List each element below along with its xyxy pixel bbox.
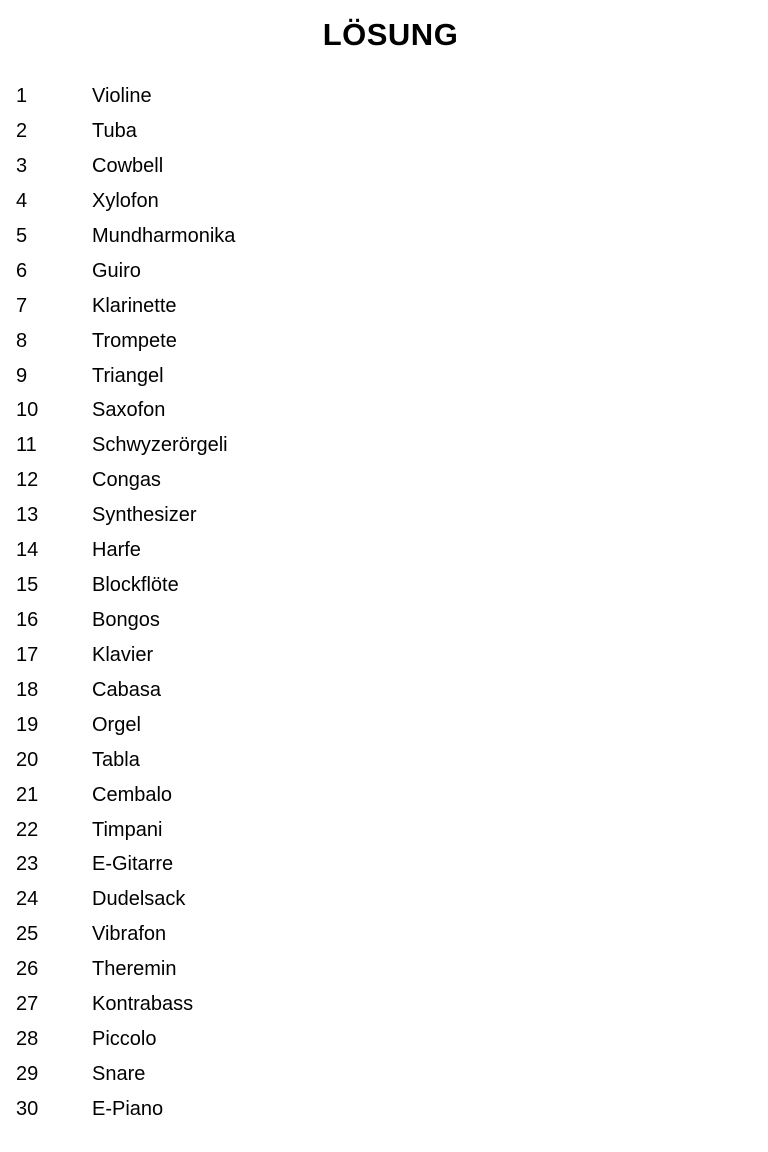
list-item [0, 289, 768, 324]
item-name: E-Gitarre [92, 853, 174, 876]
list-item [0, 638, 768, 673]
item-number: 9 [16, 364, 28, 387]
item-number: 13 [16, 504, 39, 527]
list-item [0, 882, 768, 917]
item-name: Piccolo [92, 1028, 157, 1051]
item-number: 11 [16, 434, 37, 457]
item-number: 14 [16, 539, 39, 562]
list-item [0, 498, 768, 533]
list-item [0, 463, 768, 498]
item-name: Theremin [92, 958, 177, 981]
item-number: 3 [16, 154, 28, 177]
list-item [0, 184, 768, 219]
list-item [0, 778, 768, 813]
item-number: 12 [16, 469, 39, 492]
item-number: 2 [16, 120, 28, 143]
item-name: Tabla [92, 748, 140, 771]
item-name: Klavier [92, 643, 154, 666]
item-number: 28 [16, 1028, 39, 1051]
item-name: Cowbell [92, 154, 164, 177]
list-item [0, 254, 768, 289]
item-number: 7 [16, 294, 28, 317]
item-name: Cembalo [92, 783, 173, 806]
item-name: Guiro [92, 259, 141, 282]
item-name: E-Piano [92, 1097, 164, 1120]
list-item [0, 847, 768, 882]
item-number: 10 [16, 399, 39, 422]
item-name: Xylofon [92, 189, 159, 212]
item-number: 21 [16, 783, 39, 806]
item-name: Dudelsack [92, 888, 186, 911]
item-name: Bongos [92, 608, 160, 631]
list-item [0, 533, 768, 568]
item-number: 5 [16, 224, 28, 247]
list-item [0, 743, 768, 778]
item-number: 8 [16, 329, 28, 352]
item-number: 1 [16, 85, 28, 108]
list-item [0, 952, 768, 987]
item-number: 4 [16, 189, 28, 212]
list-item [0, 359, 768, 394]
item-name: Trompete [92, 329, 177, 352]
list-item [0, 987, 768, 1022]
item-number: 27 [16, 993, 39, 1016]
item-number: 19 [16, 713, 39, 736]
item-name: Timpani [92, 818, 163, 841]
list-item [0, 708, 768, 743]
list-item [0, 79, 768, 114]
solution-list [0, 79, 768, 1127]
item-name: Blockflöte [92, 574, 179, 597]
list-item [0, 673, 768, 708]
item-number: 17 [16, 643, 39, 666]
item-number: 16 [16, 608, 39, 631]
item-name: Orgel [92, 713, 141, 736]
list-item [0, 917, 768, 952]
item-name: Kontrabass [92, 993, 194, 1016]
item-name: Congas [92, 469, 161, 492]
item-name: Cabasa [92, 678, 161, 701]
item-number: 26 [16, 958, 39, 981]
list-item [0, 114, 768, 149]
item-name: Klarinette [92, 294, 177, 317]
item-number: 25 [16, 923, 39, 946]
list-item [0, 428, 768, 463]
list-item [0, 603, 768, 638]
item-name: Snare [92, 1062, 146, 1085]
list-item [0, 813, 768, 848]
item-number: 20 [16, 748, 39, 771]
item-name: Vibrafon [92, 923, 167, 946]
item-name: Saxofon [92, 399, 166, 422]
item-name: Triangel [92, 364, 164, 387]
item-number: 22 [16, 818, 39, 841]
list-item [0, 1022, 768, 1057]
item-name: Tuba [92, 120, 137, 143]
item-number: 15 [16, 574, 39, 597]
item-number: 24 [16, 888, 39, 911]
item-number: 18 [16, 678, 39, 701]
item-number: 30 [16, 1097, 39, 1120]
list-item [0, 219, 768, 254]
list-item [0, 149, 768, 184]
item-number: 29 [16, 1062, 39, 1085]
item-name: Violine [92, 85, 152, 108]
item-name: Mundharmonika [92, 224, 236, 247]
list-item [0, 1057, 768, 1092]
list-item [0, 1092, 768, 1127]
item-number: 6 [16, 259, 28, 282]
list-item [0, 324, 768, 359]
item-number: 23 [16, 853, 39, 876]
item-name: Schwyzerörgeli [92, 434, 228, 457]
item-name: Synthesizer [92, 504, 197, 527]
page-title: LÖSUNG [322, 17, 459, 52]
list-item [0, 568, 768, 603]
item-name: Harfe [92, 539, 141, 562]
list-item [0, 393, 768, 428]
